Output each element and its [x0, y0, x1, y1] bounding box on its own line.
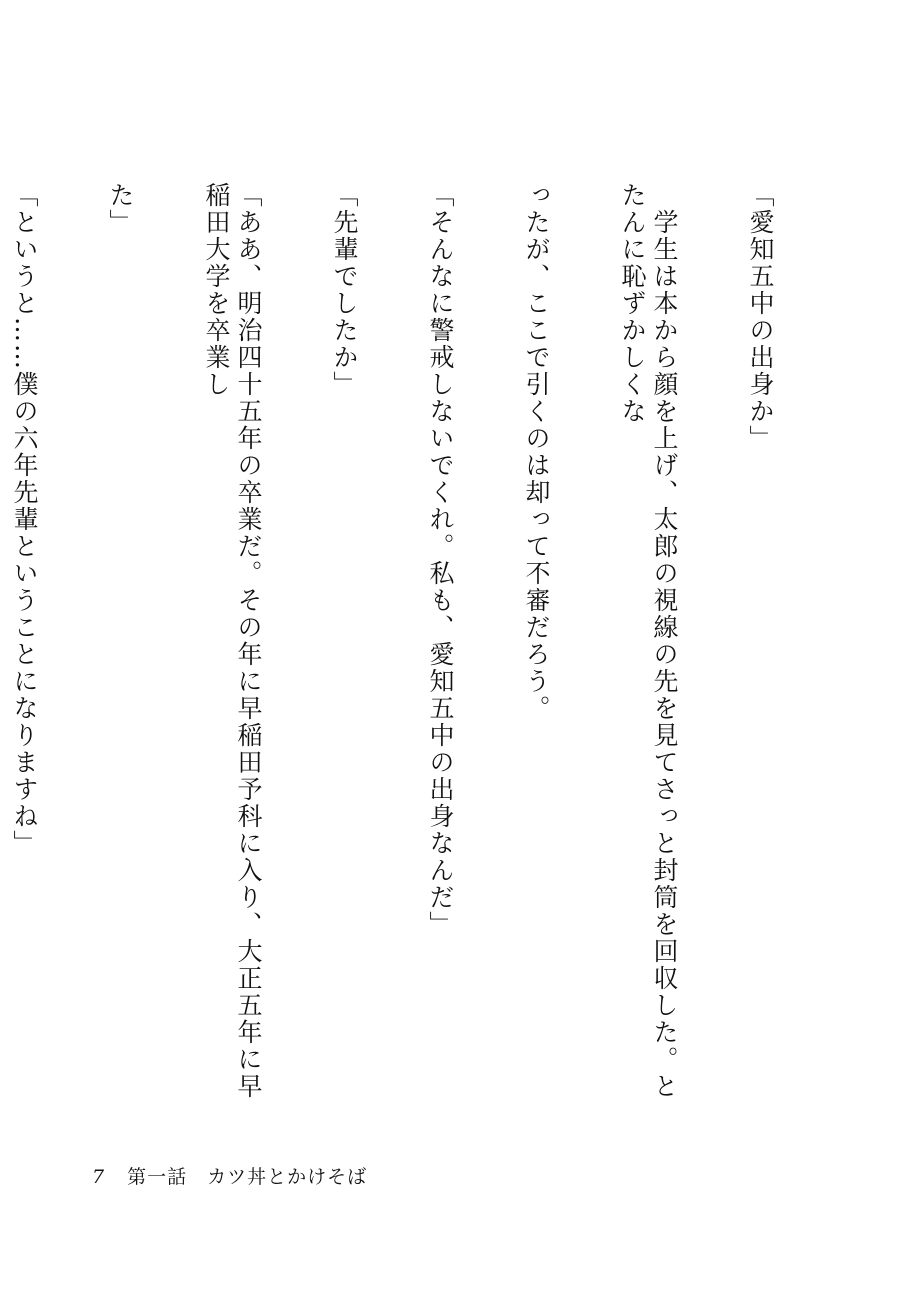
chapter-title: 第一話 カツ丼とかけそば	[127, 1166, 368, 1188]
text-line: 「そんなに警戒しないでくれ。私も、愛知五中の出身なんだ」	[426, 182, 455, 938]
text-line: ったが、ここで引くのは却って不審だろう。	[522, 182, 551, 722]
page-footer	[92, 1162, 367, 1189]
page-number: 7	[92, 1166, 106, 1188]
text-line: 「先輩でしたか」	[330, 182, 359, 398]
body-text	[10, 182, 840, 1122]
text-line: 「愛知五中の出身か」	[746, 182, 775, 452]
text-line: 「というと……僕の六年先輩ということになりますね」	[10, 182, 39, 857]
text-line: 学生は本から顔を上げ、太郎の視線の先を見てさっと封筒を回収した。とたんに恥ずかしくな	[618, 182, 679, 1100]
text-line: 「ああ、明治四十五年の卒業だ。その年に早稲田予科に入り、大正五年に早稲田大学を卒業し	[202, 182, 263, 1100]
text-line: た」	[106, 182, 135, 236]
